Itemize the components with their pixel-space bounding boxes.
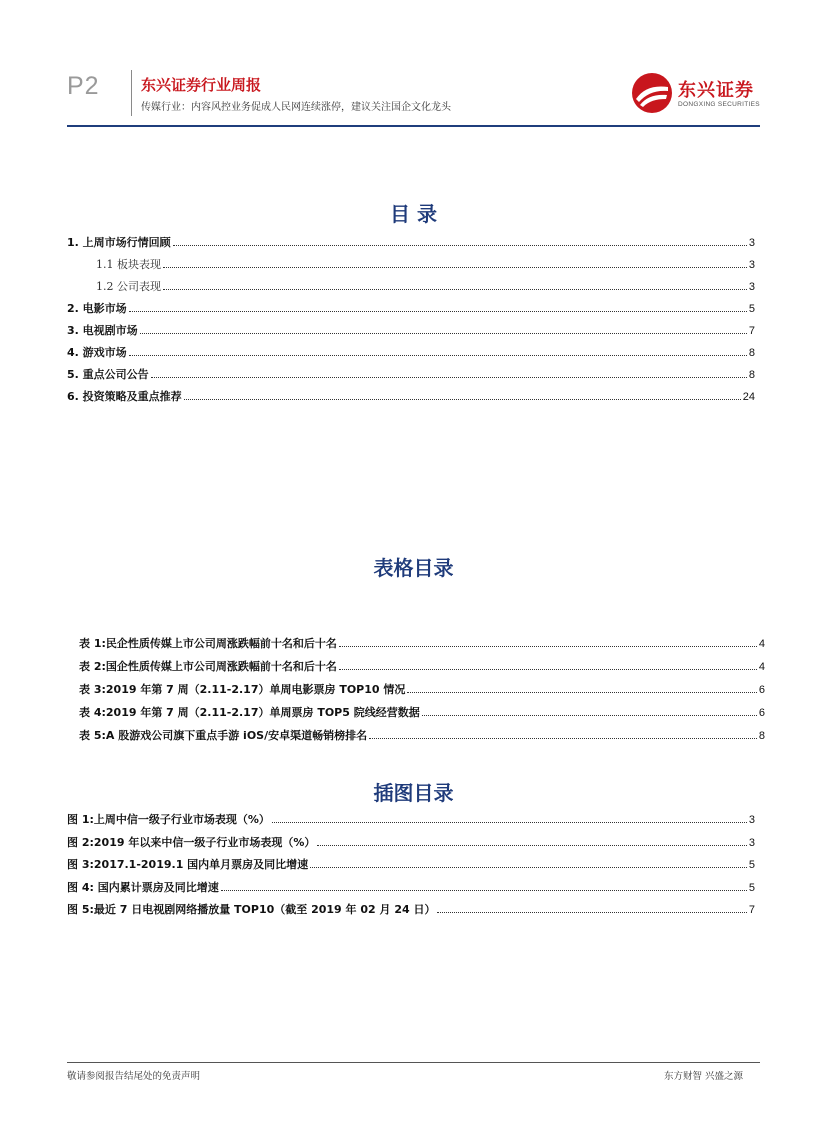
toc-entry[interactable] (67, 346, 755, 360)
leader-dots (317, 845, 747, 846)
figure-index-page: 5 (748, 859, 755, 871)
toc-entry-page: 8 (748, 369, 755, 381)
toc-title: 目 录 (390, 202, 437, 226)
figure-index-entry[interactable] (67, 813, 755, 827)
toc-entry-label: 6. 投资策略及重点推荐 (67, 390, 182, 403)
footer-rule (67, 1062, 760, 1063)
table-index-label: 表 3:2019 年第 7 周（2.11-2.17）单周电影票房 TOP10 情况 (79, 683, 406, 696)
report-name: 东兴证券行业周报 (141, 76, 262, 94)
logo-text-en: DONGXING SECURITIES (678, 101, 760, 108)
leader-dots (140, 333, 747, 334)
page-header (0, 0, 827, 130)
company-logo-icon (631, 72, 673, 114)
toc-entry-label: 1.2 公司表现 (96, 280, 161, 293)
toc-entry[interactable] (67, 302, 755, 316)
leader-dots (339, 646, 757, 647)
toc-entry[interactable] (96, 258, 755, 272)
figure-index-page: 7 (748, 904, 755, 916)
page-number: P2 (67, 72, 100, 100)
table-index-entry[interactable] (79, 729, 765, 743)
toc-entry-page: 5 (748, 303, 755, 315)
table-index-page: 4 (758, 661, 765, 673)
company-logo (631, 72, 761, 116)
toc-entry[interactable] (67, 390, 755, 404)
table-index-label: 表 2:国企性质传媒上市公司周涨跌幅前十名和后十名 (79, 660, 337, 673)
table-index-entry[interactable] (79, 637, 765, 651)
toc-entry-page: 3 (748, 237, 755, 249)
figure-index-label: 图 2:2019 年以来中信一级子行业市场表现（%） (67, 836, 316, 849)
leader-dots (129, 311, 747, 312)
leader-dots (163, 267, 747, 268)
toc-entry-page: 24 (742, 391, 755, 403)
toc-entry-page: 8 (748, 347, 755, 359)
table-index-title: 表格目录 (373, 556, 454, 580)
header-divider (131, 70, 132, 116)
table-index-entry[interactable] (79, 706, 765, 720)
table-index-label: 表 4:2019 年第 7 周（2.11-2.17）单周票房 TOP5 院线经营数据 (79, 706, 420, 719)
toc-entry[interactable] (67, 324, 755, 338)
toc-entry-label: 2. 电影市场 (67, 302, 127, 315)
figure-index-label: 图 5:最近 7 日电视剧网络播放量 TOP10（截至 2019 年 02 月 24 日） (67, 903, 436, 916)
leader-dots (310, 867, 747, 868)
leader-dots (437, 912, 746, 913)
leader-dots (221, 890, 747, 891)
leader-dots (151, 377, 747, 378)
table-index-entry[interactable] (79, 683, 765, 697)
figure-index-label: 图 1:上周中信一级子行业市场表现（%） (67, 813, 270, 826)
header-rule (67, 125, 760, 127)
table-index-page: 6 (758, 707, 765, 719)
toc-entry[interactable] (67, 236, 755, 250)
figure-index-page: 5 (748, 882, 755, 894)
table-index-page: 6 (758, 684, 765, 696)
toc-entry[interactable] (96, 280, 755, 294)
leader-dots (129, 355, 747, 356)
toc-entry-label: 1. 上周市场行情回顾 (67, 236, 171, 249)
table-index-page: 8 (758, 730, 765, 742)
figure-index-entry[interactable] (67, 903, 755, 917)
toc-entry-label: 3. 电视剧市场 (67, 324, 138, 337)
figure-index-page: 3 (748, 814, 755, 826)
figure-index-title: 插图目录 (373, 781, 454, 805)
leader-dots (339, 669, 757, 670)
table-index-label: 表 5:A 股游戏公司旗下重点手游 iOS/安卓渠道畅销榜排名 (79, 729, 368, 742)
logo-text-cn: 东兴证券 (678, 80, 754, 101)
toc-entry-page: 3 (748, 259, 755, 271)
table-index-label: 表 1:民企性质传媒上市公司周涨跌幅前十名和后十名 (79, 637, 337, 650)
table-index-entry[interactable] (79, 660, 765, 674)
figure-index-entry[interactable] (67, 881, 755, 895)
report-subtitle: 传媒行业：内容风控业务促成人民网连续涨停，建议关注国企文化龙头 (141, 102, 451, 113)
figure-index-page: 3 (748, 837, 755, 849)
toc-entry[interactable] (67, 368, 755, 382)
leader-dots (272, 822, 747, 823)
leader-dots (369, 738, 757, 739)
toc-entry-label: 1.1 板块表现 (96, 258, 161, 271)
leader-dots (407, 692, 757, 693)
figure-index-label: 图 4: 国内累计票房及同比增速 (67, 881, 219, 894)
toc-entry-label: 4. 游戏市场 (67, 346, 127, 359)
leader-dots (184, 399, 741, 400)
footer-slogan: 东方财智 兴盛之源 (664, 1071, 744, 1082)
leader-dots (163, 289, 747, 290)
figure-index-label: 图 3:2017.1-2019.1 国内单月票房及同比增速 (67, 858, 309, 871)
footer-disclaimer: 敬请参阅报告结尾处的免责声明 (67, 1071, 201, 1082)
figure-index-entry[interactable] (67, 858, 755, 872)
figure-index-entry[interactable] (67, 836, 755, 850)
toc-entry-page: 3 (748, 281, 755, 293)
leader-dots (422, 715, 757, 716)
toc-entry-label: 5. 重点公司公告 (67, 368, 149, 381)
toc-entry-page: 7 (748, 325, 755, 337)
leader-dots (173, 245, 747, 246)
table-index-page: 4 (758, 638, 765, 650)
